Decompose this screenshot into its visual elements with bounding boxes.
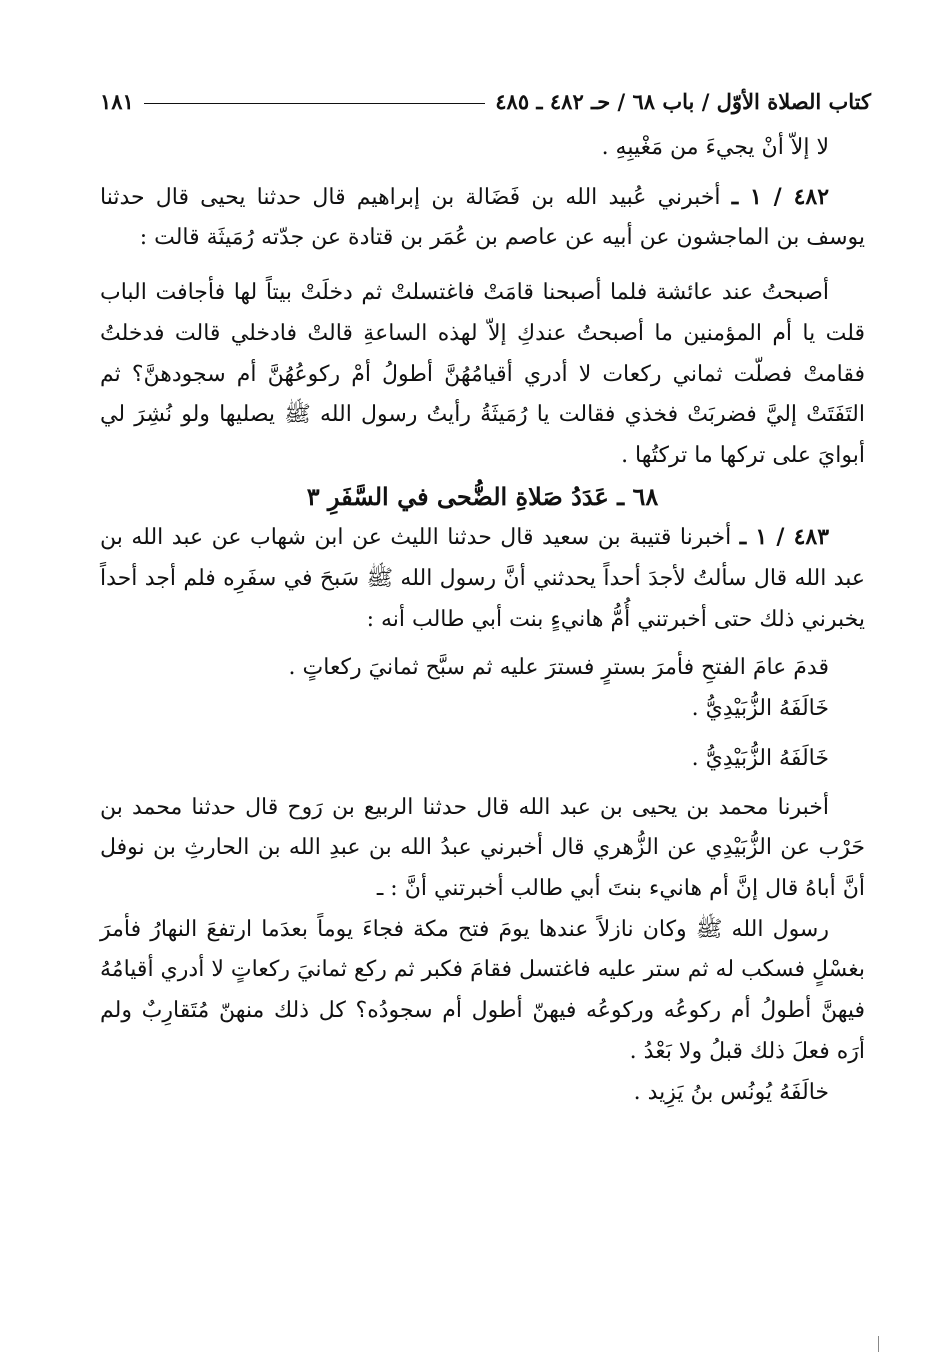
hadith-number: ٤٨٢ / ١ ـ (731, 183, 830, 210)
hadith-isnad: أخبرني عُبيد الله بن فَضَالة بن إبراهيم قال حدثنا يحيى قال حدثنا يوسف بن الماجشون عن أبيه عن عاصم بن عُمَر بن قتادة عن جدّته رُمَيثَة قالت : (100, 184, 865, 251)
variant-note: خَالَفَهُ الزُّبَيْدِيُّ . (691, 696, 829, 722)
hadith-number: ٤٨٣ / ١ ـ (739, 524, 830, 551)
header-title: كتاب الصلاة الأوّل / باب ٦٨ / حـ ٤٨٢ ـ ٤٨٥ (495, 88, 871, 114)
page-number: ١٨١ (100, 88, 134, 114)
variant-note: رسول الله ﷺ وكان نازلاً عندها يومَ فتح مكة فجاءَ يوماً بعدَما ارتفعَ النهارُ فأمرَ بغسْلٍ فسكب له ثم ستر عليه فاغتسل فقامَ فكبر ثم ركع ثمانيَ ركعاتٍ لا أدري أقيامُهُ فيهنَّ أطولُ أم ركوعُه وركوعُه فيهنّ أطول أم سجودُه؟ كل ذلك منهنّ مُتَقارِبٌ ولم أرَه فعلَ ذلك قبلُ ولا بَعْدُ . (100, 916, 865, 1064)
margin-mark (878, 1336, 879, 1352)
hadith-483 (100, 517, 865, 640)
hadith-482 (100, 177, 865, 259)
hadith-isnad: خَالَفَهُ الزُّبَيْدِيُّ . (691, 745, 829, 771)
hadith-483-matn: قدمَ عامَ الفتحِ فأمرَ بسترٍ فسترَ عليه ثم سبَّح ثمانيَ ركعاتٍ . (288, 655, 829, 681)
running-header (100, 84, 871, 118)
hadith-isnad: أخبرنا قتيبة بن سعيد قال حدثنا الليث عن ابن شهاب عن عبد الله بن عبد الله قال سألتُ لأجدَ أحداً يحدثني أنَّ رسول الله ﷺ سَبحَ في سفَرِه فلم أجد أحداً يخبرني ذلك حتى أخبرتني أُمُّ هانيءٍ بنت أبي طالب أنه : (100, 525, 865, 632)
header-rule (144, 103, 485, 104)
hadith-isnad: خالَفَهُ يُونُس بنُ يَزِيد . (633, 1080, 829, 1106)
hadith-482-matn: أصبحتُ عند عائشة فلما أصبحنا قامَتْ فاغتسلتْ ثم دخلَتْ بيتاً لها فأجافت الباب قلت يا أم المؤمنين ما أصبحتُ عندكِ إلاّ لهذه الساعةِ قالتْ فادخلي قالت فدخلتُ فقامتْ فصلّت ثماني ركعات لا أدري أقيامُهُنَّ أطولُ أمْ ركوعُهُنَّ أم سجودهنَّ؟ ثم التَفَتَتْ إليَّ فضربَتْ فخذي فقالت يا رُمَيثَةُ رأيتُ رسول الله ﷺ يصليها ولو نُشِرَ لي أبوايَ على تركها ما تركتُها . (100, 280, 865, 468)
hadith-484-matn: أخبرنا محمد بن يحيى بن عبد الله قال حدثنا الربيع بن رَوح قال حدثنا محمد بن حَرْب عن الزُّبَيْدِي عن الزُّهري قال أخبرني عبدُ الله بن عبدِ الله بن الحارثِ بن نوفل أنَّ أباهُ قال إنَّ أم هانيء بنتَ أبي طالب أخبرتني أنَّ : ـ (100, 794, 866, 901)
chapter-heading: ٦٨ ـ عَدَدُ صَلاةِ الضُّحى في السَّفَرِ ٣ (306, 481, 659, 511)
paragraph-continuation: لا إلاّ أنْ يجيءَ من مَغْيبِهِ . (601, 135, 829, 160)
page-body (100, 128, 865, 1114)
hadith-485 (100, 1072, 865, 1114)
hadith-484 (100, 738, 865, 780)
